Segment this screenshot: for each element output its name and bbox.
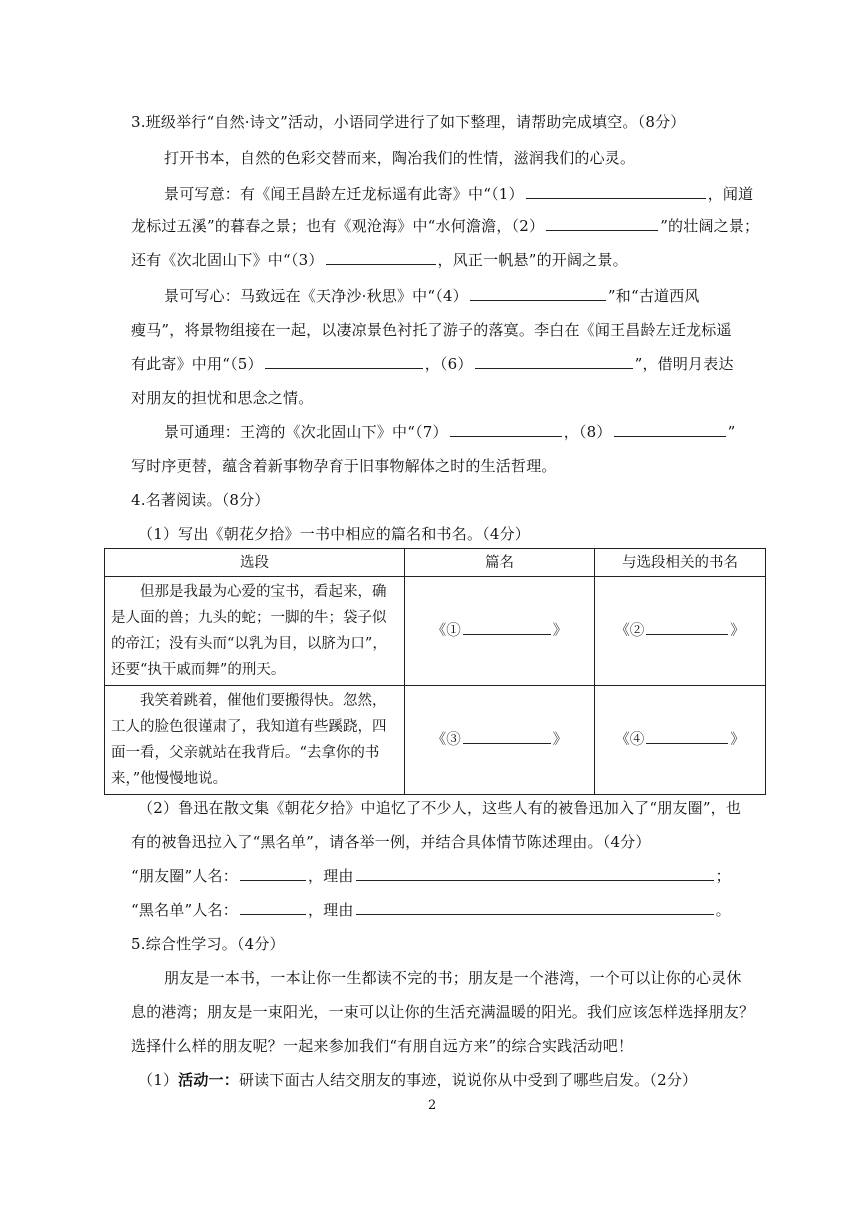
excerpt-line: 的帝江；没有头而“以乳为目，以脐为口”，	[111, 636, 387, 652]
piece-cell	[405, 686, 595, 795]
book-cell	[595, 686, 766, 795]
table-header-row	[105, 549, 766, 577]
answer-blank-piece-1[interactable]	[463, 620, 551, 635]
q3-p1-line2	[131, 216, 759, 236]
q5-header: 5.综合性学习。（4分）	[131, 935, 285, 953]
bracket-close: 》	[552, 623, 568, 639]
q3-p1-l2-text-a: 龙标过五溪”的暮春之景；也有《观沧海》中“水何澹澹，（2）	[131, 217, 545, 235]
excerpt-cell	[105, 577, 405, 686]
q4-sub2-line1: （2）鲁迅在散文集《朝花夕拾》中追忆了不少人，这些人有的被鲁迅加入了“朋友圈”，也	[138, 799, 742, 817]
q4-sub1: （1）写出《朝花夕拾》一书中相应的篇名和书名。（4分）	[138, 525, 530, 543]
excerpt-line: 我笑着跳着，催他们要搬得快。忽然，	[111, 693, 387, 709]
page-number: 2	[428, 1098, 437, 1113]
bracket-open: 《④	[615, 732, 645, 748]
line-end-mark: 。	[715, 901, 731, 919]
column-header-excerpt: 选段	[105, 549, 405, 577]
excerpt-line: 还要“执干戚而舞”的刑天。	[111, 662, 286, 678]
q3-p1-line3	[131, 250, 628, 270]
answer-blank-3[interactable]	[326, 250, 436, 265]
q3-p1-l1-text-b: ，闻道	[707, 185, 754, 203]
answer-blank-6[interactable]	[475, 354, 633, 369]
activity-number: （1）	[138, 1071, 179, 1089]
excerpt-line: 但那是我最为心爱的宝书，看起来，确	[111, 584, 387, 600]
blacklist-label: “黑名单”人名：	[131, 901, 238, 919]
table-row	[105, 577, 766, 686]
table-row	[105, 686, 766, 795]
q4-header: 4.名著阅读。（8分）	[131, 491, 270, 509]
q3-p3-l1-text-b: ，（8）	[563, 423, 612, 441]
q5-paragraph-line1: 朋友是一本书，一本让你一生都读不完的书；朋友是一个港湾，一个可以让你的心灵休	[164, 969, 742, 987]
q3-header: 3.班级举行“自然·诗文”活动，小语同学进行了如下整理，请帮助完成填空。（8分）	[131, 113, 686, 131]
column-header-piece: 篇名	[405, 549, 595, 577]
q3-intro: 打开书本，自然的色彩交替而来，陶冶我们的性情，滋润我们的心灵。	[164, 149, 636, 167]
q3-p1-l3-text-a: 还有《次北固山下》中“（3）	[131, 251, 324, 269]
excerpt-line: 工人的脸色很谨肃了，我知道有些蹊跷，四	[111, 719, 387, 735]
reason-label: ，理由	[307, 867, 354, 885]
q3-p2-line2: 瘦马”，将景物组接在一起，以凄凉景色衬托了游子的落寞。李白在《闻王昌龄左迁龙标遥	[131, 321, 732, 339]
bracket-open: 《③	[431, 732, 461, 748]
blacklist-reason-blank[interactable]	[356, 900, 714, 915]
q4-sub2-line2: 有的被鲁迅拉入了“黑名单”，请各举一例，并结合具体情节陈述理由。（4分）	[131, 833, 651, 851]
book-cell	[595, 577, 766, 686]
bracket-open: 《②	[615, 623, 645, 639]
answer-blank-8[interactable]	[614, 422, 726, 437]
q3-p1-l2-text-b: ”的壮阔之景；	[660, 217, 760, 235]
q3-p2-l3-text-c: ”，借明月表达	[634, 355, 734, 373]
activity-title: 活动一：	[178, 1071, 239, 1089]
q3-p3-line1	[164, 422, 735, 442]
answer-blank-2[interactable]	[546, 216, 658, 231]
q3-p3-l1-text-a: 景可通理：王湾的《次北固山下》中“（7）	[164, 423, 448, 441]
q3-p2-l3-text-a: 有此寄》中用“（5）	[131, 355, 263, 373]
answer-blank-piece-3[interactable]	[463, 729, 551, 744]
q3-p1-line1	[164, 184, 753, 204]
name-table	[104, 548, 766, 795]
friend-label: “朋友圈”人名：	[131, 867, 238, 885]
answer-blank-book-4[interactable]	[646, 729, 728, 744]
answer-blank-book-2[interactable]	[646, 620, 728, 635]
answer-blank-4[interactable]	[470, 286, 606, 301]
q3-p3-line2: 写时序更替，蕴含着新事物孕育于旧事物解体之时的生活哲理。	[131, 457, 557, 475]
column-header-book: 与选段相关的书名	[595, 549, 766, 577]
reason-label: ，理由	[307, 901, 354, 919]
q3-p2-l3-text-b: ，（6）	[424, 355, 473, 373]
answer-blank-7[interactable]	[450, 422, 562, 437]
q3-p2-line1	[164, 286, 700, 306]
q3-p2-line3	[131, 354, 734, 374]
answer-blank-1[interactable]	[526, 184, 706, 199]
activity-text: 研读下面古人结交朋友的事迹，说说你从中受到了哪些启发。（2分）	[238, 1071, 698, 1089]
q3-p2-line4: 对朋友的担忧和思念之情。	[131, 389, 314, 407]
q3-p3-l1-text-c: ”	[727, 423, 736, 441]
answer-blank-5[interactable]	[265, 354, 423, 369]
q5-activity-one	[138, 1070, 697, 1090]
blacklist-name-blank[interactable]	[240, 900, 306, 915]
blacklist-line	[131, 900, 731, 920]
bracket-close: 》	[552, 732, 568, 748]
line-end-mark: ；	[715, 867, 731, 885]
excerpt-line: 是人面的兽；九头的蛇；一脚的牛；袋子似	[111, 610, 387, 626]
q3-p1-l1-text-a: 景可写意：有《闻王昌龄左迁龙标遥有此寄》中“（1）	[164, 185, 524, 203]
bracket-open: 《①	[431, 623, 461, 639]
q3-p2-l1-text-b: ”和“古道西风	[607, 287, 700, 305]
q5-paragraph-line2: 息的港湾；朋友是一束阳光，一束可以让你的生活充满温暖的阳光。我们应该怎样选择朋友？	[131, 1003, 755, 1021]
friend-circle-line	[131, 866, 731, 886]
excerpt-cell	[105, 686, 405, 795]
friend-reason-blank[interactable]	[356, 866, 714, 881]
bracket-close: 》	[730, 623, 745, 639]
bracket-close: 》	[730, 732, 745, 748]
excerpt-line: 来，”他慢慢地说。	[111, 771, 228, 787]
q3-p1-l3-text-b: ，风正一帆悬”的开阔之景。	[437, 251, 628, 269]
q3-p2-l1-text-a: 景可写心：马致远在《天净沙·秋思》中“（4）	[164, 287, 468, 305]
q5-paragraph-line3: 选择什么样的朋友呢？一起来参加我们“有朋自远方来”的综合实践活动吧！	[131, 1037, 634, 1055]
piece-cell	[405, 577, 595, 686]
friend-name-blank[interactable]	[240, 866, 306, 881]
excerpt-line: 面一看，父亲就站在我背后。“去拿你的书	[111, 745, 380, 761]
